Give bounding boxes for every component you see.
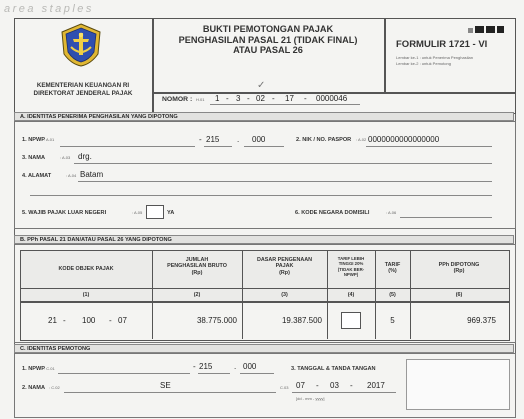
c-nama-label: 2. NAMA xyxy=(22,385,45,391)
ministry-line1: KEMENTERIAN KEUANGAN RI xyxy=(36,82,130,89)
c-npwp-part3: 000 xyxy=(243,362,257,371)
a-npwp-part1-field xyxy=(60,146,195,147)
b-header-tarif-tinggi-l1: TARIF LEBIH xyxy=(337,256,365,261)
c-npwp-part2-line xyxy=(198,373,230,374)
b-header-kode: KODE OBJEK PAJAK xyxy=(58,266,114,272)
form-marker-icon xyxy=(468,21,504,39)
a-nik-code: : A.02 xyxy=(356,137,367,142)
b-colnum-6: (6) xyxy=(455,292,463,298)
c-npwp-label: 1. NPWP xyxy=(22,366,46,372)
check-mark-icon: ✓ xyxy=(257,80,266,91)
nomor-dash3: - xyxy=(272,94,275,103)
a-nama-line xyxy=(74,163,492,164)
b-kode-dash2: - xyxy=(109,316,112,325)
a-kode-negara-label: 6. KODE NEGARA DOMISILI xyxy=(295,210,370,216)
c-nama-value: SE xyxy=(160,381,171,390)
ministry-line2: DIREKTORAT JENDERAL PAJAK xyxy=(33,90,133,97)
a-nik-value: 0000000000000000 xyxy=(368,135,440,144)
b-colnum-2: (2) xyxy=(193,292,201,298)
b-header-bruto-l2: PENGHASILAN BRUTO xyxy=(167,263,227,270)
b-colnum-3: (3) xyxy=(281,292,288,298)
c-date-day: 07 xyxy=(296,381,305,390)
section-b-title: B. PPh PASAL 21 DAN/ATAU PASAL 26 YANG DIPOTONG xyxy=(14,235,514,244)
form-title-line1: BUKTI PEMOTONGAN PAJAK xyxy=(202,24,334,34)
b-header-tarif-tinggi xyxy=(327,256,375,278)
a-alamat-line2 xyxy=(30,195,492,196)
b-dpp-value: 19.387.500 xyxy=(281,316,322,325)
a-npwp-code: : A.01 xyxy=(44,137,55,142)
a-npwp-label: 1. NPWP xyxy=(22,137,46,143)
b-colnum-5: (5) xyxy=(389,292,396,298)
b-header-pph-l1: PPh DIPOTONG xyxy=(438,262,480,268)
a-npwp-part3: 000 xyxy=(252,135,266,144)
b-colnum-4: (4) xyxy=(347,292,355,298)
c-signature-box[interactable] xyxy=(406,359,510,410)
c-date-dash1: - xyxy=(316,381,319,390)
b-bruto-value: 38.775.000 xyxy=(196,316,237,325)
a-nama-value: drg. xyxy=(78,152,92,161)
b-header-tarif xyxy=(375,262,410,275)
a-nik-line xyxy=(366,146,492,147)
c-ttd-label: 3. TANGGAL & TANDA TANGAN xyxy=(291,366,376,372)
a-kode-negara-code: : A.06 xyxy=(386,210,397,215)
nomor-part5: 0000046 xyxy=(316,94,348,103)
b-header-dpp xyxy=(242,257,327,276)
a-npwp-part3-line xyxy=(244,146,284,147)
nomor-part4: 17 xyxy=(285,94,294,103)
section-a-title: A. IDENTITAS PENERIMA PENGHASILAN YANG DIPOTONG xyxy=(14,112,514,121)
b-colnum-1: (1) xyxy=(82,292,90,298)
a-alamat-label: 4. ALAMAT xyxy=(22,173,52,179)
c-npwp-code: : C.01 xyxy=(44,366,55,371)
b-header-tarif-tinggi-l4: NPWP) xyxy=(343,272,359,278)
a-wp-checkbox[interactable] xyxy=(146,205,164,219)
b-kode-part2: 100 xyxy=(82,316,96,325)
c-nama-code: : C.02 xyxy=(49,385,60,390)
b-header-dpp-l3: (Rp) xyxy=(279,269,290,276)
ministry-name xyxy=(14,82,152,98)
a-nik-label: 2. NIK / NO. PASPOR xyxy=(296,137,352,143)
copy-note-1: Lembar ke-1 : untuk Penerima Penghasilan xyxy=(396,55,473,60)
copy-note-2: Lembar ke-2 : untuk Pemotong xyxy=(396,61,451,66)
b-header-dpp-l1: DASAR PENGENAAN xyxy=(256,257,313,263)
c-date-dash2: - xyxy=(350,381,353,390)
a-npwp-part2-line xyxy=(204,146,232,147)
b-header-bruto-l1: JUMLAH xyxy=(185,257,209,263)
b-header-tarif-tinggi-l2: TINGGI 20% xyxy=(338,261,364,267)
nomor-code: H.01 xyxy=(196,97,205,102)
b-kode-part1: 21 xyxy=(48,316,57,325)
c-date-year: 2017 xyxy=(367,381,385,390)
form-title-line2: PENGHASILAN PASAL 21 (TIDAK FINAL) xyxy=(178,34,358,45)
c-date-format: [dd - mm - yyyy] xyxy=(296,396,325,401)
a-wp-code: : A.05 xyxy=(132,210,143,215)
c-npwp-part3-line xyxy=(240,373,274,374)
a-kode-negara-line xyxy=(400,217,492,218)
a-alamat-code: : A.04 xyxy=(66,173,77,178)
a-nama-code: : A.03 xyxy=(60,155,71,160)
a-alamat-line1 xyxy=(78,181,492,182)
nomor-part1: 1 xyxy=(215,94,220,103)
nomor-label: NOMOR : xyxy=(162,96,193,103)
b-header-tarif-l1: TARIF xyxy=(384,262,401,268)
b-pph-value: 969.375 xyxy=(467,316,496,325)
b-kode-part3: 07 xyxy=(118,316,127,325)
b-header-pph-l2: (Rp) xyxy=(453,268,465,275)
c-date-code: C.03 xyxy=(280,385,289,390)
a-npwp-part2: 215 xyxy=(206,135,220,144)
c-npwp-dot: . xyxy=(234,362,237,371)
nomor-underline xyxy=(210,104,360,105)
c-date-month: 03 xyxy=(330,381,339,390)
nomor-part3: 02 xyxy=(256,94,265,103)
c-npwp-part1-field xyxy=(58,373,190,374)
a-nama-label: 3. NAMA xyxy=(22,155,45,161)
nomor-dash4: - xyxy=(304,94,307,103)
b-kode-dash1: - xyxy=(63,316,66,325)
form-title-line3: ATAU PASAL 26 xyxy=(233,45,303,55)
b-header-pph xyxy=(410,262,508,275)
c-npwp-part2: 215 xyxy=(199,362,213,371)
c-npwp-dash: - xyxy=(193,362,196,371)
b-header-bruto xyxy=(152,257,242,276)
form-title xyxy=(152,24,384,56)
b-tarif-value: 5 xyxy=(390,316,395,325)
watermark-text: area staples xyxy=(4,3,94,15)
a-npwp-dot: . xyxy=(237,135,240,144)
b-tarif-tinggi-checkbox[interactable] xyxy=(341,312,361,329)
form-code: FORMULIR 1721 - VI xyxy=(396,39,488,50)
c-date-line xyxy=(292,392,396,393)
c-nama-line xyxy=(64,392,276,393)
a-wp-ya: YA xyxy=(167,210,175,216)
b-header-tarif-l2: (%) xyxy=(388,268,397,275)
b-header-bruto-l3: (Rp) xyxy=(191,269,203,276)
a-alamat-value: Batam xyxy=(80,170,104,179)
nomor-dash1: - xyxy=(226,94,229,103)
a-npwp-dash: - xyxy=(199,135,202,144)
ministry-logo-icon xyxy=(58,22,104,73)
nomor-part2: 3 xyxy=(236,94,241,103)
b-header-tarif-tinggi-l3: (TIDAK BER- xyxy=(337,266,365,272)
nomor-dash2: - xyxy=(247,94,250,103)
b-header-dpp-l2: PAJAK xyxy=(275,263,294,270)
a-wp-label: 5. WAJIB PAJAK LUAR NEGERI xyxy=(22,210,107,216)
section-c-title: C. IDENTITAS PEMOTONG xyxy=(14,344,514,353)
